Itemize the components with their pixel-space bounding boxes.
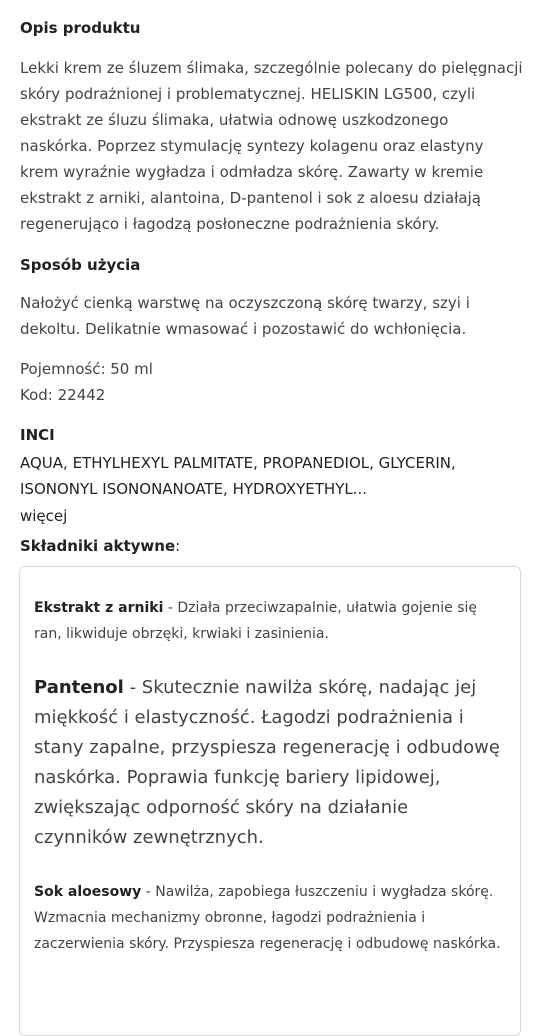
ingredient-description: - Nawilża, zapobiega łuszczeniu i wygładza skórę. Wzmacnia mechanizmy obronne, łagodzi podrażnienia i zaczerwienia skóry. Przyspiesza regenerację i odbudowę naskórka. (34, 884, 501, 952)
capacity-text: Pojemność: 50 ml (20, 360, 153, 378)
heading-colon: : (175, 537, 181, 555)
product-meta (20, 356, 153, 408)
description-heading: Opis produktu (20, 19, 141, 37)
ingredient-description: - Skutecznie nawilża skórę, nadając jej miękkość i elastyczność. Łagodzi podrażnienia i stany zapalne, przyspiesza regenerację i odbudowę naskórka. Poprawia funkcję bariery lipidowej, zwiększając odporność skóry na działanie czynników zewnętrznych. (34, 677, 500, 848)
description-text: Lekki krem ze śluzem ślimaka, szczególnie polecany do pielęgnacji skóry podrażnionej i problematycznej. HELISKIN LG500, czyli ekstrakt ze śluzu ślimaka, ułatwia odnowę uszkodzonego naskórka. Poprzez stymulację syntezy kolagenu oraz elastyny krem wyraźnie wygładza i odmładza skórę. Zawarty w kremie ekstrakt z arniki, alantoina, D-pantenol i sok z aloesu działają regenerująco i łagodzą posłoneczne podrażnienia skóry. (20, 59, 523, 233)
inci-heading: INCI (20, 426, 55, 444)
inci-text: AQUA, ETHYLHEXYL PALMITATE, PROPANEDIOL, GLYCERIN, ISONONYL ISONONANOATE, HYDROXYETHYL... (20, 454, 456, 498)
product-code-text: Kod: 22442 (20, 386, 106, 404)
ingredient-item (34, 673, 504, 853)
ingredient-description: - Działa przeciwzapalnie, ułatwia gojenie się ran, likwiduje obrzęki, krwiaki i zasinienia. (34, 600, 478, 642)
active-ingredients-heading (20, 535, 180, 557)
ingredient-item (34, 595, 496, 647)
show-more-link[interactable]: więcej (20, 507, 68, 525)
usage-heading: Sposób użycia (20, 256, 141, 274)
ingredient-name: Sok aloesowy (34, 884, 142, 900)
ingredient-name: Pantenol (34, 677, 124, 698)
active-ingredients-title: Składniki aktywne (20, 537, 176, 555)
ingredient-item (34, 879, 504, 957)
ingredient-name: Ekstrakt z arniki (34, 600, 164, 616)
usage-text: Nałożyć cienką warstwę na oczyszczoną skórę twarzy, szyi i dekoltu. Delikatnie wmasować i pozostawić do wchłonięcia. (20, 294, 470, 338)
active-ingredients-card (19, 566, 521, 1036)
